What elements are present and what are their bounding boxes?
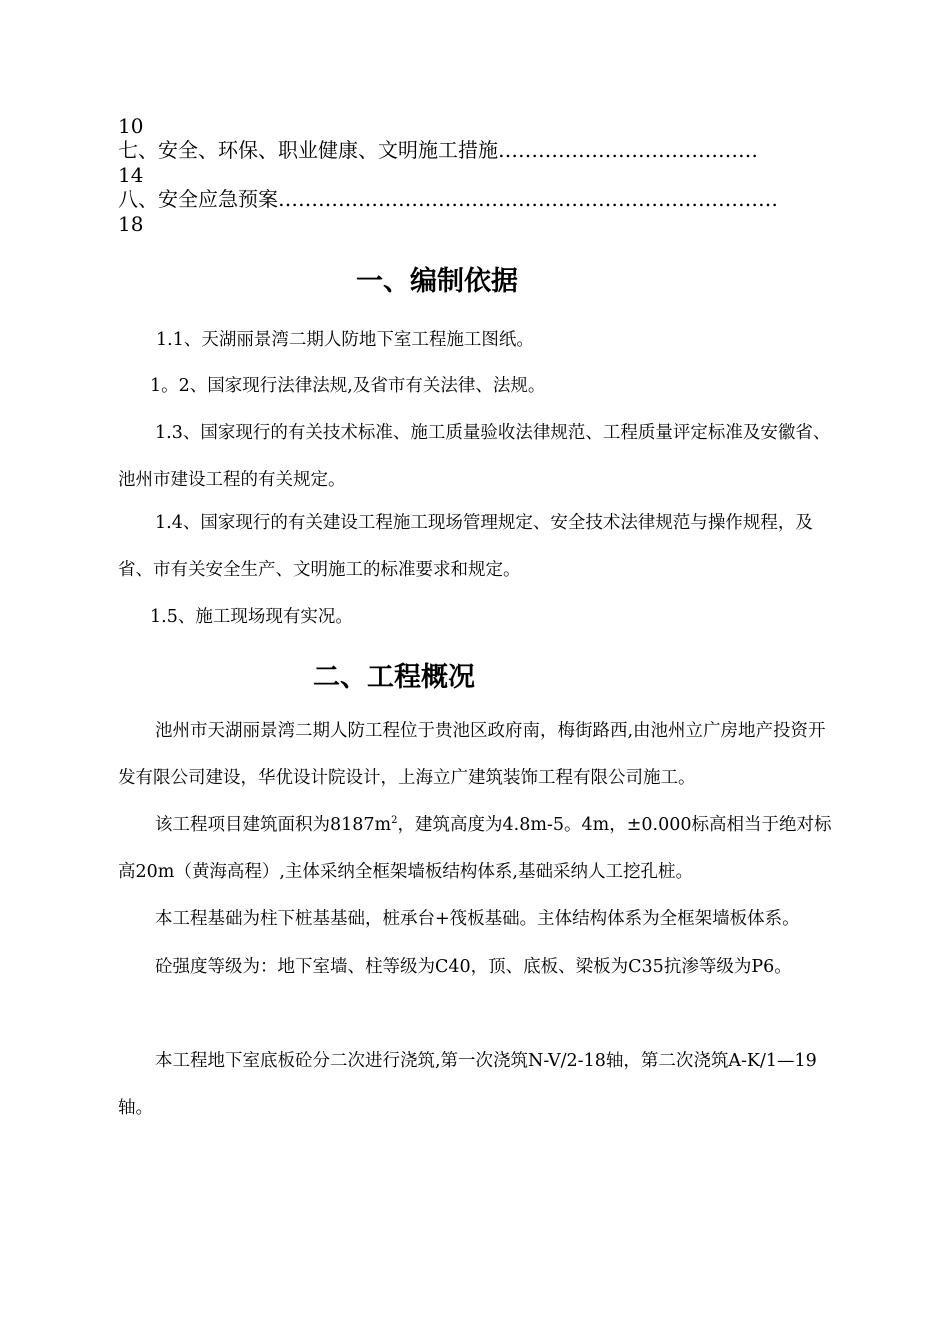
- overview-paragraph-1: 池州市天湖丽景湾二期人防工程位于贵池区政府南，梅街路西,由池州立广房地产投资开发有限公司建设，华优设计院设计，上海立广建筑装饰工程有限公司施工。: [118, 721, 826, 788]
- toc-page-number: 14: [118, 163, 144, 187]
- overview-paragraph-3: 本工程基础为柱下桩基基础，桩承台+筏板基础。主体结构体系为全框架墙板体系。: [155, 909, 800, 929]
- height-text: ，建筑高度为4.8m-5。4m，±0.000标高相当于绝对标高20m（黄海高程）,主体采纳全框架墙板结构体系,基础采纳人工挖孔桩。: [118, 815, 832, 882]
- section-2-title: 二、工程概况: [313, 662, 475, 693]
- basis-item-4: 1.4、国家现行的有关建设工程施工现场管理规定、安全技术法律规范与操作规程，及省、市有关安全生产、文明施工的标准要求和规定。: [118, 513, 813, 580]
- basis-item-1: 1.1、天湖丽景湾二期人防地下室工程施工图纸。: [156, 330, 534, 350]
- toc-item-8: 八、安全应急预案…………………………………………………………………: [118, 187, 778, 211]
- basis-item-5: 1.5、施工现场现有实况。: [150, 607, 353, 627]
- area-text: 该工程项目建筑面积为8187m: [155, 815, 392, 835]
- basis-item-3: 1.3、国家现行的有关技术标准、施工质量验收法律规范、工程质量评定标准及安徽省、池州市建设工程的有关规定。: [118, 423, 831, 490]
- section-1-title: 一、编制依据: [356, 266, 518, 297]
- basis-item-2: 1。2、国家现行法律法规,及省市有关法律、法规。: [150, 376, 546, 396]
- toc-page-number: 10: [118, 114, 144, 138]
- overview-paragraph-5: 本工程地下室底板砼分二次进行浇筑,第一次浇筑N-V/2-18轴，第二次浇筑A-K/1—19轴。: [118, 1051, 817, 1118]
- toc-page-number: 18: [118, 212, 144, 236]
- overview-paragraph-4: 砼强度等级为：地下室墙、柱等级为C40，顶、底板、梁板为C35抗渗等级为P6。: [155, 957, 792, 977]
- toc-item-7: 七、安全、环保、职业健康、文明施工措施…………………………………: [118, 138, 758, 162]
- area-unit-superscript: 2: [391, 815, 398, 827]
- overview-paragraph-2: [118, 802, 840, 896]
